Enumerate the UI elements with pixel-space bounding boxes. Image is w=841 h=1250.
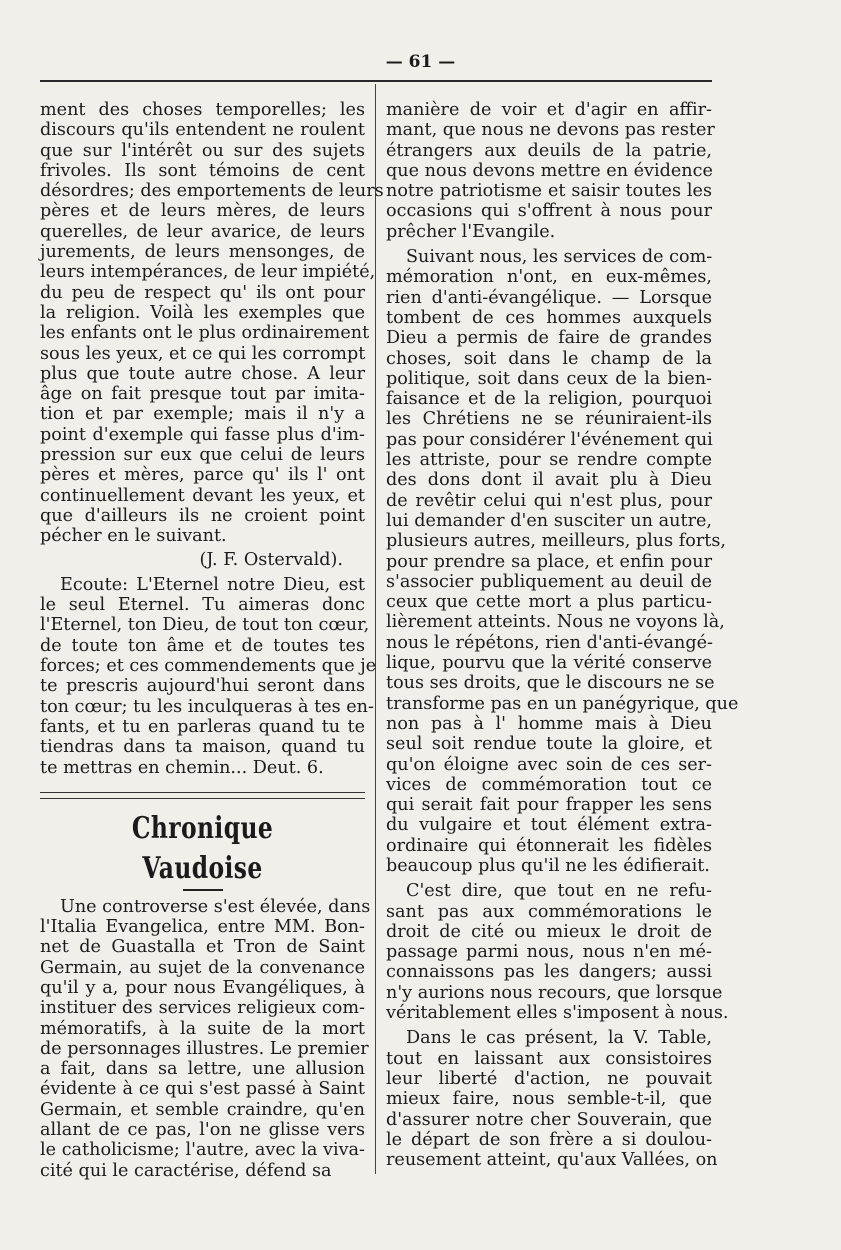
text-line: fants, et tu en parleras quand tu te <box>40 716 365 737</box>
column-divider <box>375 84 376 1174</box>
text-line: manière de voir et d'agir en affir- <box>386 100 712 120</box>
text-line: frivoles. Ils sont témoins de cent <box>40 160 365 181</box>
text-line: les Chrétiens ne se réuniraient-ils <box>386 409 712 430</box>
text-line: lièrement atteints. Nous ne voyons là, <box>386 612 725 633</box>
text-line: reusement atteint, qu'aux Vallées, on <box>386 1150 718 1171</box>
text-line: prêcher l'Evangile. <box>386 221 556 242</box>
text-line: tout en laissant aux consistoires <box>386 1048 712 1069</box>
text-line: étrangers aux deuils de la patrie, <box>386 140 712 161</box>
text-line: point d'exemple qui fasse plus d'im- <box>40 424 365 445</box>
text-line: plus que toute autre chose. A leur <box>40 363 365 384</box>
text-line: discours qu'ils entendent ne roulent <box>40 120 365 141</box>
text-line: leurs intempérances, de leur impiété, <box>40 262 376 283</box>
text-line: n'y aurions nous recours, que lorsque <box>386 982 723 1003</box>
text-line: Germain, au sujet de la convenance <box>40 957 365 978</box>
text-line: politique, soit dans ceux de la bien- <box>386 368 712 389</box>
text-line: ordinaire qui étonnerait les fidèles <box>386 835 712 856</box>
text-line: qu'il y a, pour nous Evangéliques, à <box>40 977 365 998</box>
text-line: l'Italia Evangelica, entre MM. Bon- <box>40 917 365 938</box>
text-line: plusieurs autres, meilleurs, plus forts, <box>386 531 726 552</box>
text-line: Ecoute: L'Eternel notre Dieu, est <box>60 574 365 595</box>
text-line: Dans le cas présent, la V. Table, <box>406 1028 712 1049</box>
text-line: d'assurer notre cher Souverain, que <box>386 1109 712 1130</box>
text-line: les enfants ont le plus ordinairement <box>40 323 370 344</box>
text-line: lui demander d'en susciter un autre, <box>386 510 712 531</box>
text-line: connaissons pas les dangers; aussi <box>386 962 712 983</box>
text-line: ment des choses temporelles; les <box>40 100 365 120</box>
text-line: seul soit rendue toute la gloire, et <box>386 734 712 755</box>
text-line: continuellement devant les yeux, et <box>40 485 365 506</box>
text-line: non pas à l' homme mais à Dieu <box>386 713 712 734</box>
text-line: mémoratifs, à la suite de la mort <box>40 1018 365 1039</box>
text-line: droit de cité ou mieux le droit de <box>386 921 712 942</box>
text-line: Germain, et semble craindre, qu'en <box>40 1099 365 1120</box>
text-line: de toute ton âme et de toutes tes <box>40 635 365 656</box>
text-line: véritablement elles s'imposent à nous. <box>386 1003 729 1024</box>
text-line: de personnages illustres. Le premier <box>40 1038 369 1059</box>
text-line: te mettras en chemin... Deut. 6. <box>40 757 324 778</box>
text-line: lique, pourvu que la vérité conserve <box>386 653 712 674</box>
text-line: leur liberté d'action, ne pouvait <box>386 1068 712 1089</box>
text-line: beaucoup plus qu'il ne les édifierait. <box>386 855 710 876</box>
text-line: de revêtir celui qui n'est plus, pour <box>386 490 712 511</box>
text-line: a fait, dans sa lettre, une allusion <box>40 1059 365 1080</box>
text-line: le catholicisme; l'autre, avec la viva- <box>40 1140 365 1161</box>
text-line: du vulgaire et tout élément extra- <box>386 815 712 836</box>
page-number: — 61 — <box>385 52 456 72</box>
paragraph-suivant-nous <box>386 247 739 876</box>
text-line: choses, soit dans le champ de la <box>386 348 712 369</box>
text-line: jurements, de leurs mensonges, de <box>40 242 365 263</box>
text-line: instituer des services religieux com- <box>40 998 365 1019</box>
text-line: faisance et de la religion, pourquoi <box>386 389 712 410</box>
text-line: le départ de son frère a si doulou- <box>386 1129 712 1150</box>
text-line: notre patriotisme et saisir toutes les <box>386 181 712 202</box>
paragraph-ostervald <box>40 100 384 547</box>
text-line: Dieu a permis de faire de grandes <box>386 328 712 349</box>
text-line: sant pas aux commémorations le <box>386 901 712 922</box>
text-line: que nous devons mettre en évidence <box>386 160 713 181</box>
text-line: transforme pas en un panégyrique, que <box>386 693 739 714</box>
paragraph-cas-present <box>386 1028 718 1171</box>
text-line: Une controverse s'est élevée, dans <box>60 896 371 917</box>
text-line: net de Guastalla et Tron de Saint <box>40 937 365 958</box>
text-line: C'est dire, que tout en ne refu- <box>406 881 712 902</box>
text-line: Suivant nous, les services de com- <box>406 247 713 268</box>
text-line: pères et de leurs mères, de leurs <box>40 201 365 222</box>
text-line: vices de commémoration tout ce <box>386 774 712 795</box>
text-line: les attriste, pour se rendre compte <box>386 450 712 471</box>
paragraph-deuteronomy <box>40 574 377 778</box>
text-line: forces; et ces commendements que je <box>40 656 377 677</box>
text-line: des dons dont il avait plu à Dieu <box>386 470 712 491</box>
text-line: te prescris aujourd'hui seront dans <box>40 676 365 697</box>
text-line: qui serait fait pour frapper les sens <box>386 795 712 816</box>
text-line: âge on fait presque tout par imita- <box>40 384 365 405</box>
text-line: s'associer publiquement au deuil de <box>386 571 712 592</box>
text-line: évidente à ce qui s'est passé à Saint <box>40 1079 365 1100</box>
section-title: Chronique Vaudoise <box>131 810 274 886</box>
text-line: querelles, de leur avarice, de leurs <box>40 221 365 242</box>
text-line: que sur l'intérêt ou sur des sujets <box>40 140 365 161</box>
text-line: cité qui le caractérise, défend sa <box>40 1160 332 1181</box>
text-line: tombent de ces hommes auxquels <box>386 307 712 328</box>
text-line: la religion. Voilà les exemples que <box>40 302 365 323</box>
text-line: pas pour considérer l'événement qui <box>386 429 713 450</box>
text-line: occasions qui s'offrent à nous pour <box>386 201 712 222</box>
text-line: ceux que cette mort a plus particu- <box>386 592 712 613</box>
text-line: le seul Eternel. Tu aimeras donc <box>40 595 365 616</box>
text-line: passage parmi nous, nous n'en mé- <box>386 942 712 963</box>
text-line: mant, que nous ne devons pas rester <box>386 120 715 141</box>
text-line: pour prendre sa place, et enfin pour <box>386 551 712 572</box>
attribution: (J. F. Ostervald). <box>199 549 343 570</box>
text-line: pécher en le suivant. <box>40 526 227 547</box>
text-line: désordres; des emportements de leurs <box>40 181 384 202</box>
title-dash <box>183 889 223 891</box>
header-rule <box>40 80 712 82</box>
text-line: qu'on éloigne avec soin de ces ser- <box>386 754 712 775</box>
text-line: du peu de respect qu' ils ont pour <box>40 282 365 303</box>
paragraph-c-est-dire <box>386 881 729 1024</box>
text-line: que d'ailleurs ils ne croient point <box>40 505 365 526</box>
paragraph-continuation <box>386 100 715 242</box>
text-line: tous ses droits, que le discours ne se <box>386 673 715 694</box>
text-line: pères et mères, parce qu' ils l' ont <box>40 465 365 486</box>
text-line: mieux faire, nous semble-t-il, que <box>386 1089 712 1110</box>
section-rule <box>40 792 365 799</box>
text-line: tiendras dans ta maison, quand tu <box>40 737 365 758</box>
text-line: rien d'anti-évangélique. — Lorsque <box>386 287 712 308</box>
left-column <box>40 100 384 1181</box>
text-line: ton cœur; tu les inculqueras à tes en- <box>40 696 374 717</box>
text-line: mémoration n'ont, en eux-mêmes, <box>386 267 712 288</box>
text-line: tion et par exemple; mais il n'y a <box>40 404 365 425</box>
paragraph-controverse <box>40 896 371 1181</box>
text-line: allant de ce pas, l'on ne glisse vers <box>40 1120 365 1141</box>
right-column <box>386 100 739 1171</box>
text-line: pression sur eux que celui de leurs <box>40 445 365 466</box>
text-line: sous les yeux, et ce qui les corrompt <box>40 343 366 364</box>
text-line: nous le répétons, rien d'anti-évangé- <box>386 632 713 653</box>
text-line: l'Eternel, ton Dieu, de tout ton cœur, <box>40 615 370 636</box>
